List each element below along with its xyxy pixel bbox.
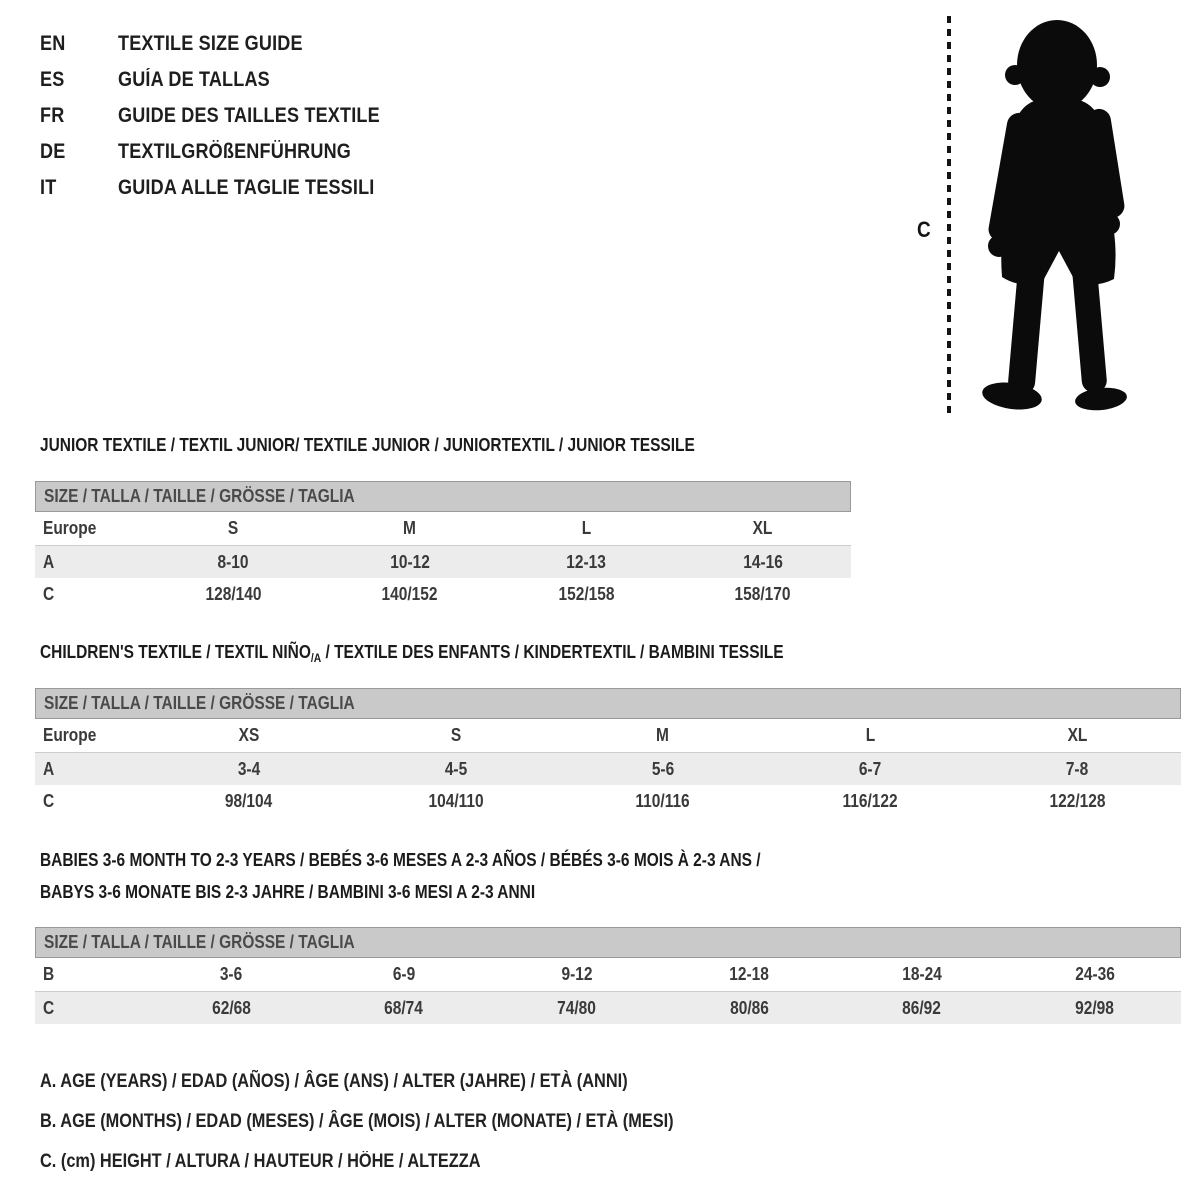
babies-section-title-line1: BABIES 3-6 MONTH TO 2-3 YEARS / BEBÉS 3-6 MESES A 2-3 AÑOS / BÉBÉS 3-6 MOIS À 2-3 ANS / [40, 850, 761, 870]
size-header-label: SIZE / TALLA / TAILLE / GRÖSSE / TAGLIA [44, 932, 355, 952]
table-cell: 8-10 [217, 551, 249, 572]
table-cell: 62/68 [211, 997, 251, 1018]
guide-title-en: TEXTILE SIZE GUIDE [118, 32, 303, 55]
children-row-age [35, 752, 1181, 785]
table-cell: 158/170 [734, 584, 791, 604]
table-cell: 140/152 [381, 584, 438, 604]
column-header-size: M [403, 518, 417, 538]
column-header-size: XS [238, 725, 259, 745]
children-table-header-row [35, 719, 1181, 752]
row-label: B [43, 964, 55, 984]
size-header-label: SIZE / TALLA / TAILLE / GRÖSSE / TAGLIA [44, 486, 355, 506]
baby-silhouette-icon [962, 13, 1147, 418]
table-cell: 6-7 [859, 758, 882, 779]
table-cell: 110/116 [635, 791, 691, 811]
language-code: EN [40, 32, 66, 55]
table-cell: 9-12 [561, 964, 593, 984]
babies-row-height [35, 991, 1181, 1024]
guide-title-it: GUIDA ALLE TAGLIE TESSILI [118, 176, 375, 199]
table-cell: 86/92 [902, 997, 942, 1018]
children-size-table [35, 688, 1181, 818]
title-text: / TEXTILE DES ENFANTS / KINDERTEXTIL / BAMBINI TESSILE [321, 642, 784, 662]
table-cell: 10-12 [389, 551, 430, 572]
guide-title-es: GUÍA DE TALLAS [118, 68, 270, 91]
row-label: A [43, 758, 55, 779]
junior-size-table [35, 481, 851, 611]
column-header-size: XL [1067, 725, 1088, 745]
table-cell: 5-6 [651, 758, 675, 779]
title-text: CHILDREN'S TEXTILE / TEXTIL NIÑO [40, 642, 311, 662]
junior-row-height [35, 578, 851, 611]
table-cell: 80/86 [729, 997, 769, 1018]
table-cell: 12-18 [729, 964, 770, 984]
language-code: ES [40, 68, 65, 91]
column-header-size: XL [752, 518, 773, 538]
children-section-title [40, 642, 905, 665]
table-cell: 128/140 [205, 584, 262, 604]
column-header-region: Europe [43, 518, 97, 538]
table-cell: 68/74 [384, 997, 424, 1018]
column-header-size: M [656, 725, 670, 745]
table-cell: 6-9 [392, 964, 416, 984]
babies-size-table [35, 927, 1181, 1024]
table-cell: 14-16 [742, 551, 783, 572]
language-code: DE [40, 140, 66, 163]
table-cell: 104/110 [428, 791, 484, 811]
legend-line-c: C. (cm) HEIGHT / ALTURA / HAUTEUR / HÖHE / ALTEZZA [40, 1151, 481, 1172]
children-row-height [35, 785, 1181, 818]
language-row-de [40, 134, 422, 170]
table-cell: 116/122 [842, 791, 898, 811]
table-cell: 24-36 [1074, 964, 1115, 984]
language-code: IT [40, 176, 57, 199]
table-cell: 3-6 [220, 964, 243, 984]
table-cell: 4-5 [444, 758, 467, 779]
table-cell: 92/98 [1075, 997, 1115, 1018]
column-header-size: L [865, 725, 875, 745]
column-header-region: Europe [43, 725, 97, 745]
height-measure-dashed-line [947, 16, 951, 414]
language-row-es [40, 62, 422, 98]
title-subscript: /A [310, 651, 322, 665]
row-label: C [43, 791, 55, 811]
guide-title-fr: GUIDE DES TAILLES TEXTILE [118, 104, 380, 127]
table-cell: 12-13 [566, 551, 607, 572]
row-label: C [43, 997, 55, 1018]
babies-section-title-line2: BABYS 3-6 MONATE BIS 2-3 JAHRE / BAMBINI 3-6 MESI A 2-3 ANNI [40, 882, 536, 902]
table-cell: 152/158 [558, 584, 615, 604]
size-header-bar [35, 481, 851, 512]
table-cell: 3-4 [237, 758, 260, 779]
row-label: A [43, 551, 55, 572]
language-code: FR [40, 104, 65, 127]
column-header-size: L [581, 518, 591, 538]
size-header-bar [35, 688, 1181, 719]
babies-row-age-months [35, 958, 1181, 991]
table-cell: 122/128 [1049, 791, 1106, 811]
legend-line-b: B. AGE (MONTHS) / EDAD (MESES) / ÂGE (MOIS) / ALTER (MONATE) / ETÀ (MESI) [40, 1111, 674, 1132]
column-header-size: S [228, 518, 239, 538]
table-cell: 7-8 [1066, 758, 1089, 779]
size-header-label: SIZE / TALLA / TAILLE / GRÖSSE / TAGLIA [44, 693, 355, 713]
language-title-list [40, 26, 422, 206]
language-row-fr [40, 98, 422, 134]
language-row-en [40, 26, 422, 62]
column-header-size: S [450, 725, 461, 745]
table-cell: 18-24 [902, 964, 942, 984]
language-row-it [40, 170, 422, 206]
junior-table-header-row [35, 512, 851, 545]
junior-row-age [35, 545, 851, 578]
legend-line-a: A. AGE (YEARS) / EDAD (AÑOS) / ÂGE (ANS) / ALTER (JAHRE) / ETÀ (ANNI) [40, 1071, 628, 1092]
height-measure-label: C [917, 217, 931, 242]
table-cell: 98/104 [224, 791, 273, 811]
junior-section-title: JUNIOR TEXTILE / TEXTIL JUNIOR/ TEXTILE JUNIOR / JUNIORTEXTIL / JUNIOR TESSILE [40, 435, 695, 455]
size-header-bar [35, 927, 1181, 958]
table-cell: 74/80 [557, 997, 597, 1018]
row-label: C [43, 584, 55, 604]
guide-title-de: TEXTILGRÖßENFÜHRUNG [118, 140, 352, 163]
